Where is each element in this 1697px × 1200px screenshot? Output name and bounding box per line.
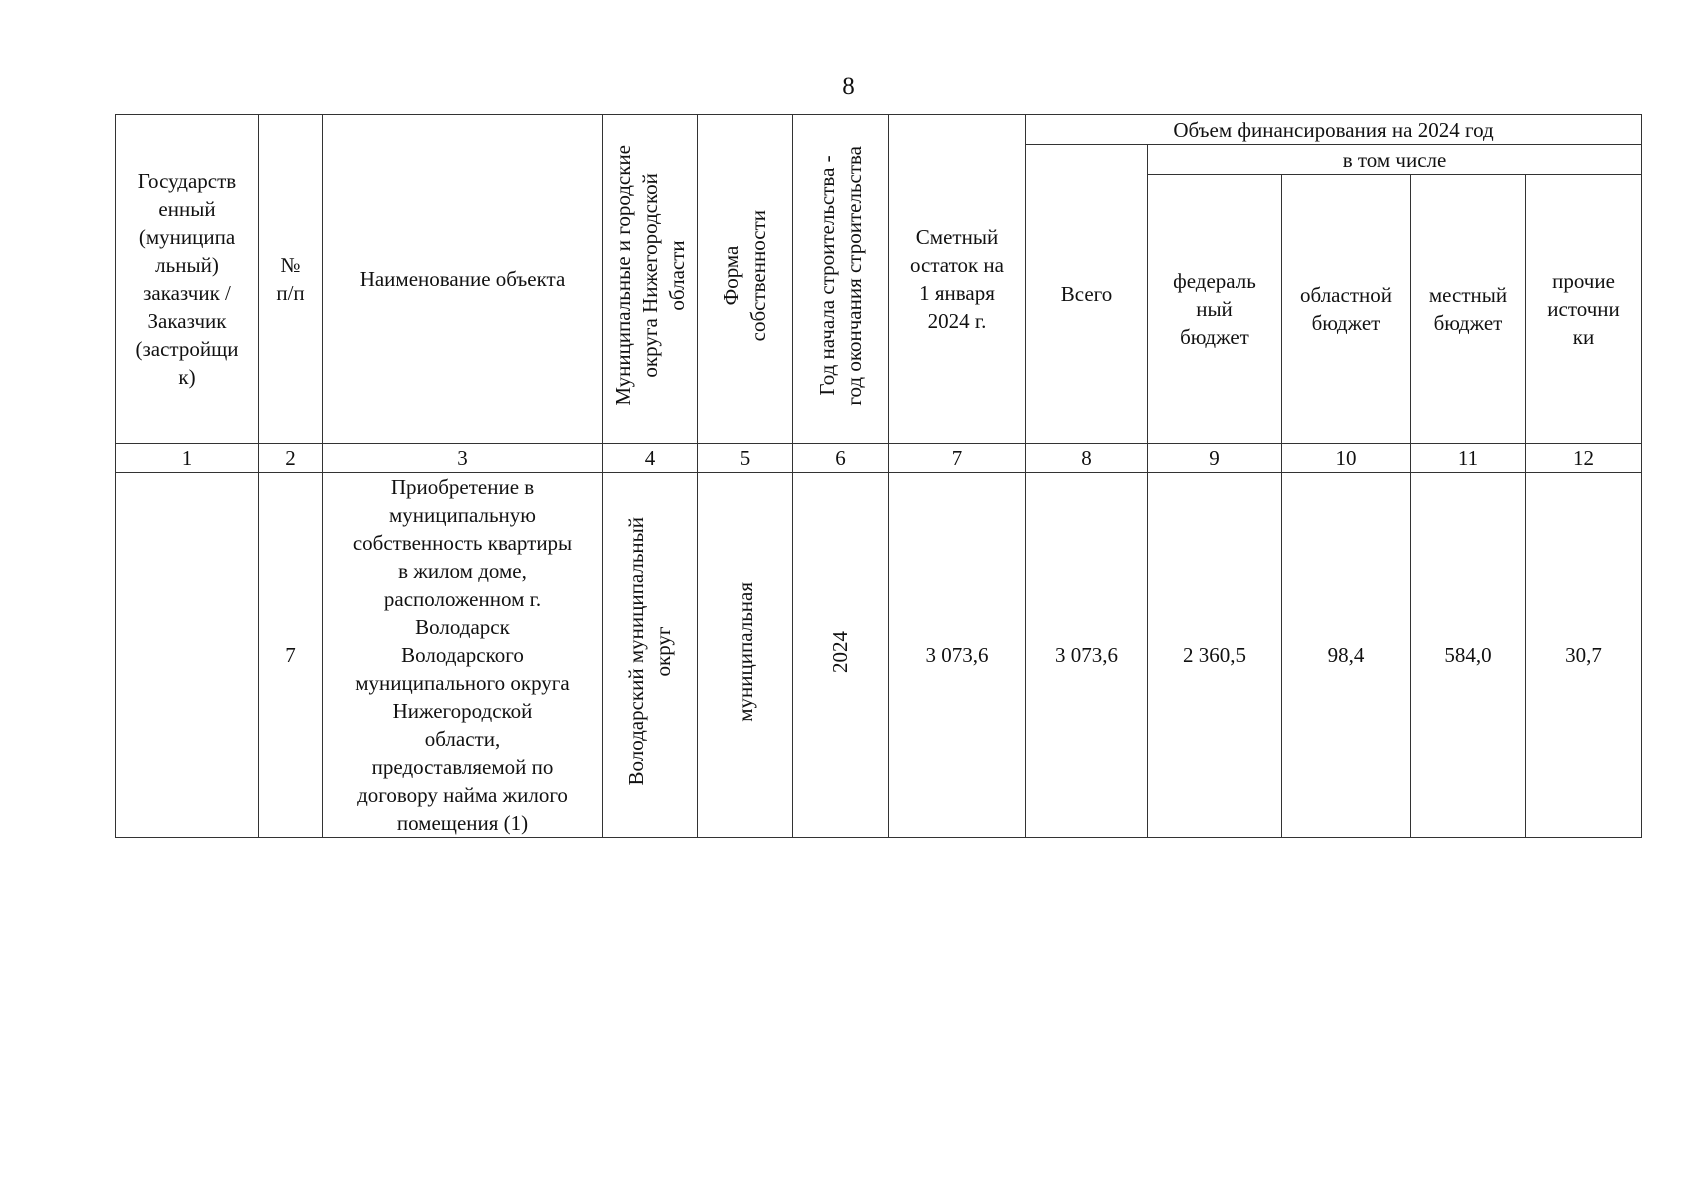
header-including	[1148, 145, 1642, 175]
header-other-label: прочие источни ки	[1547, 269, 1620, 349]
column-number: 1	[116, 444, 259, 473]
header-number	[259, 115, 323, 444]
cell-ownership-text: муниципальная	[732, 581, 757, 722]
header-object-name-label: Наименование объекта	[359, 267, 566, 291]
cell-construction-years	[793, 473, 889, 838]
cell-ownership	[698, 473, 793, 838]
header-total	[1026, 145, 1148, 444]
header-regional	[1282, 175, 1411, 444]
header-total-label: Всего	[1060, 282, 1113, 306]
header-number-label: № п/п	[276, 253, 305, 305]
cell-regional: 98,4	[1282, 473, 1411, 838]
column-number: 2	[259, 444, 323, 473]
header-federal	[1148, 175, 1282, 444]
column-number: 6	[793, 444, 889, 473]
header-funding-group-label: Объем финансирования на 2024 год	[1173, 117, 1494, 142]
header-construction-years	[793, 115, 889, 444]
column-number: 5	[698, 444, 793, 473]
header-regional-label: областной бюджет	[1300, 283, 1392, 335]
column-number: 3	[323, 444, 603, 473]
header-funding-group	[1026, 115, 1642, 145]
page-number: 8	[842, 73, 855, 100]
column-number: 7	[889, 444, 1026, 473]
cell-estimated-balance: 3 073,6	[889, 473, 1026, 838]
header-estimated-balance	[889, 115, 1026, 444]
cell-customer	[116, 473, 259, 838]
cell-object-name-text: Приобретение в муниципальную собственность квартиры в жилом доме, расположенном г. Володарск Володарского муниципального округа Нижегородской области, предоставляемой по договору найма жилого помещения (1)	[352, 475, 573, 835]
header-object-name	[323, 115, 603, 444]
header-construction-years-label: Год начала строительства - год окончания строительства	[814, 145, 866, 406]
header-local	[1411, 175, 1526, 444]
column-number: 10	[1282, 444, 1411, 473]
column-number: 11	[1411, 444, 1526, 473]
cell-municipality	[603, 473, 698, 838]
column-number: 4	[603, 444, 698, 473]
cell-construction-years-text: 2024	[828, 630, 852, 673]
cell-object-name	[323, 473, 603, 838]
financing-table	[115, 114, 1642, 838]
column-number-row	[116, 444, 1642, 473]
column-number: 9	[1148, 444, 1282, 473]
header-municipalities	[603, 115, 698, 444]
header-customer	[116, 115, 259, 444]
header-federal-label: федераль ный бюджет	[1173, 269, 1256, 349]
cell-local: 584,0	[1411, 473, 1526, 838]
header-ownership	[698, 115, 793, 444]
column-number: 12	[1526, 444, 1642, 473]
table-row	[116, 473, 1642, 838]
header-row-group	[116, 115, 1642, 145]
header-local-label: местный бюджет	[1428, 283, 1508, 335]
cell-total: 3 073,6	[1026, 473, 1148, 838]
header-customer-label: Государств енный (муниципа льный) заказчик / Заказчик (застройщи к)	[135, 169, 239, 389]
cell-federal: 2 360,5	[1148, 473, 1282, 838]
cell-number: 7	[259, 473, 323, 838]
cell-other: 30,7	[1526, 473, 1642, 838]
header-estimated-balance-label: Сметный остаток на 1 января 2024 г.	[910, 225, 1004, 333]
column-number: 8	[1026, 444, 1148, 473]
header-ownership-label: Форма собственности	[719, 209, 770, 342]
header-municipalities-label: Муниципальные и городские округа Нижегородской области	[610, 145, 689, 406]
header-other	[1526, 175, 1642, 444]
header-including-label: в том числе	[1342, 147, 1447, 172]
cell-municipality-text: Володарский муниципальный округ	[624, 517, 675, 786]
